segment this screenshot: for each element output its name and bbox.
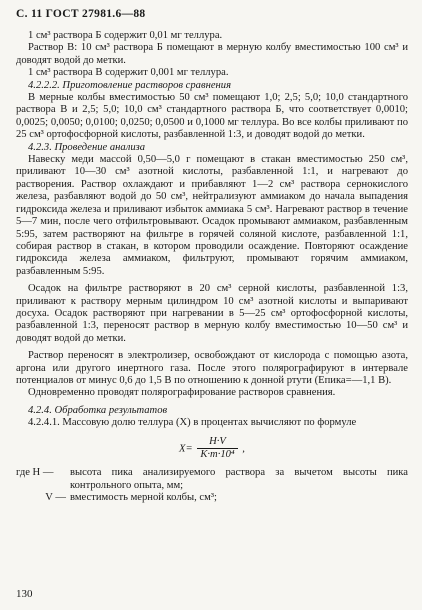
formula-trail: , <box>242 442 245 454</box>
paragraph: 4.2.4.1. Массовую долю теллура (X) в процентах вычисляют по формуле <box>28 417 357 429</box>
section-heading: 4.2.2.2. Приготовление растворов сравнения <box>28 79 232 91</box>
paragraph: 1 см³ раствора В содержит 0,001 мг теллура. <box>28 67 229 79</box>
formula-fraction <box>197 436 237 462</box>
formula-denominator: K·m·10⁴ <box>200 449 235 460</box>
paragraph: 1 см³ раствора Б содержит 0,01 мг теллура. <box>28 30 223 41</box>
variable-description: высота пика анализируемого раствора за вычетом высоты пика контрольного опыта, мм; <box>70 467 408 491</box>
variable-symbol: V — <box>45 492 66 504</box>
formula <box>16 436 408 462</box>
paragraph: Осадок на фильтре растворяют в 20 см³ серной кислоты, разбавленной 1:3, приливают к раствору мерным цилиндром 10 см³ азотной кислоты и выпаривают досуха. Осадок растворяют при нагревании в 5—25 см³ ортофосфорной кислоты, разбавленной 1:3, переносят раствор в мерную колбу вместимостью 10—50 см³ и доводят водой до метки. <box>16 283 408 344</box>
variable-description: вместимость мерной колбы, см³; <box>70 492 217 504</box>
variable-definition <box>16 492 408 504</box>
formula-numerator: H·V <box>197 436 237 449</box>
variable-symbol: где H — <box>16 467 54 479</box>
paragraph: Раствор переносят в электролизер, освобождают от кислорода с помощью азота, аргона или другого инертного газа. После этого полярографируют в интервале потенциалов от минус 0,6 до 1,5 В по отношению к донной ртути (Eпика=—1,1 В). <box>16 350 408 386</box>
page-header: С. 11 ГОСТ 27981.6—88 <box>16 8 146 20</box>
paragraph: Раствор В: 10 см³ раствора Б помещают в мерную колбу вместимостью 100 см³ и доводят водой до метки. <box>16 42 408 66</box>
paragraph: Одновременно проводят полярографирование растворов сравнения. <box>28 387 336 399</box>
section-heading: 4.2.3. Проведение анализа <box>28 141 146 153</box>
document-body <box>16 30 408 505</box>
variable-definition <box>16 467 408 492</box>
section-heading: 4.2.4. Обработка результатов <box>28 404 168 416</box>
formula-lhs: X= <box>179 442 193 454</box>
paragraph: Навеску меди массой 0,50—5,0 г помещают в стакан вместимостью 250 см³, приливают 10—30 см³ азотной кислоты, разбавленной 1:1, и нагревают до растворения. Раствор охлаждают и прибавляют 1—2 см³ раствора сернокислого железа, разбавляют водой до 50 см³, нейтрализуют аммиаком до начала выпадения гидроксида железа и приливают избыток аммиака 5 см³. Нагревают раствор в течение 5—7 мин, после чего отфильтровывают. Осадок промывают аммиаком, разбавленным 5:95, затем растворяют на фильтре в горячей соляной кислоте, разбавленной 1:1, собирая раствор в стакан, в котором проводили осаждение. Повторяют осаждение гидроксида железа аммиаком, фильтруют, промывают горячим аммиаком, разбавленным 5:95. <box>16 154 408 277</box>
paragraph: В мерные колбы вместимостью 50 см³ помещают 1,0; 2,5; 5,0; 10,0 стандартного раствора В и 2,5; 5,0; 10,0 см³ стандартного раствора Б, что соответствует 0,0010; 0,0025; 0,0050; 0,0100; 0,0250; 0,0500 и 0,1000 мг теллура. Во все колбы приливают по 25 см³ ортофосфорной кислоты, разбавленной 1:3, и доводят водой до метки. <box>16 92 408 141</box>
page-number: 130 <box>16 588 33 600</box>
